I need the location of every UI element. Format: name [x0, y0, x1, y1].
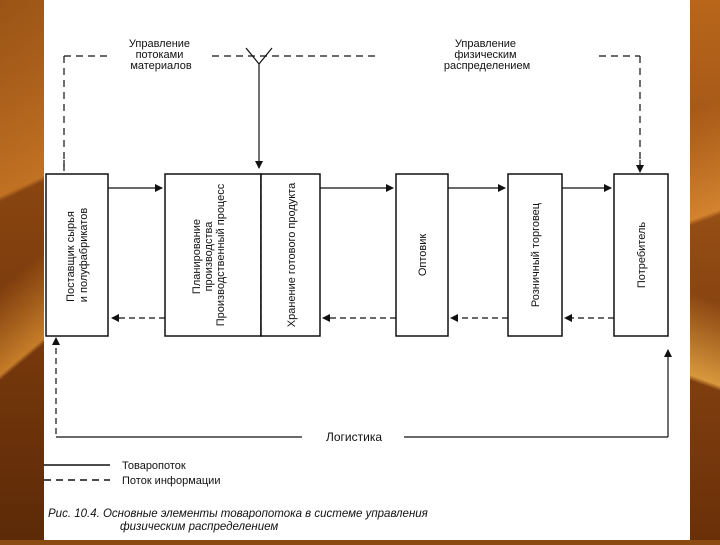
top-right-label-line: распределением [443, 60, 531, 72]
top-right-label-line: физическим [454, 49, 517, 61]
consumer-label [636, 222, 648, 288]
legend-solid-label: Товаропоток [122, 460, 186, 472]
box-supplier [46, 174, 108, 336]
top-left-label-line: потоками [135, 49, 184, 61]
scanned-page [44, 0, 690, 540]
retail-label-line: Розничный торговец [530, 202, 542, 308]
figure-caption-line2: физическим распределением [120, 521, 279, 533]
fork-connector [246, 48, 272, 168]
figure-caption: Рис. 10.4. Основные элементы товаропотока в системе управления [48, 508, 428, 520]
boxes [46, 174, 668, 336]
logistics-diagram [44, 0, 690, 540]
storage-label-line: Хранение готового продукта [286, 182, 298, 328]
top-right-label-line: Управление [454, 38, 517, 50]
legend-dashed-label: Поток информации [122, 475, 221, 487]
planning-label-line: Производственный процесс [215, 183, 227, 327]
logistics-bracket [56, 338, 668, 437]
supplier-label-line: Поставщик сырья [65, 211, 77, 302]
wholesale-label-line: Оптовик [417, 233, 429, 277]
supplier-label [65, 208, 90, 303]
planning-label-line: производства [203, 221, 215, 292]
top-left-label-line: материалов [130, 60, 192, 72]
storage-label [286, 182, 298, 327]
top-right-label [444, 38, 530, 72]
supplier-label-line: и полуфабрикатов [78, 207, 90, 303]
planning-label-line: Планирование [191, 218, 203, 295]
wholesale-label [417, 234, 429, 277]
legend [44, 460, 220, 487]
retail-label [530, 202, 542, 307]
slide-background-left [0, 0, 44, 540]
top-left-label-line: Управление [128, 38, 191, 50]
logistics-label: Логистика [325, 430, 383, 444]
info-flow-top [64, 56, 640, 172]
consumer-label-line: Потребитель [636, 221, 648, 289]
slide-background-right [690, 0, 720, 540]
top-left-label [129, 38, 193, 72]
